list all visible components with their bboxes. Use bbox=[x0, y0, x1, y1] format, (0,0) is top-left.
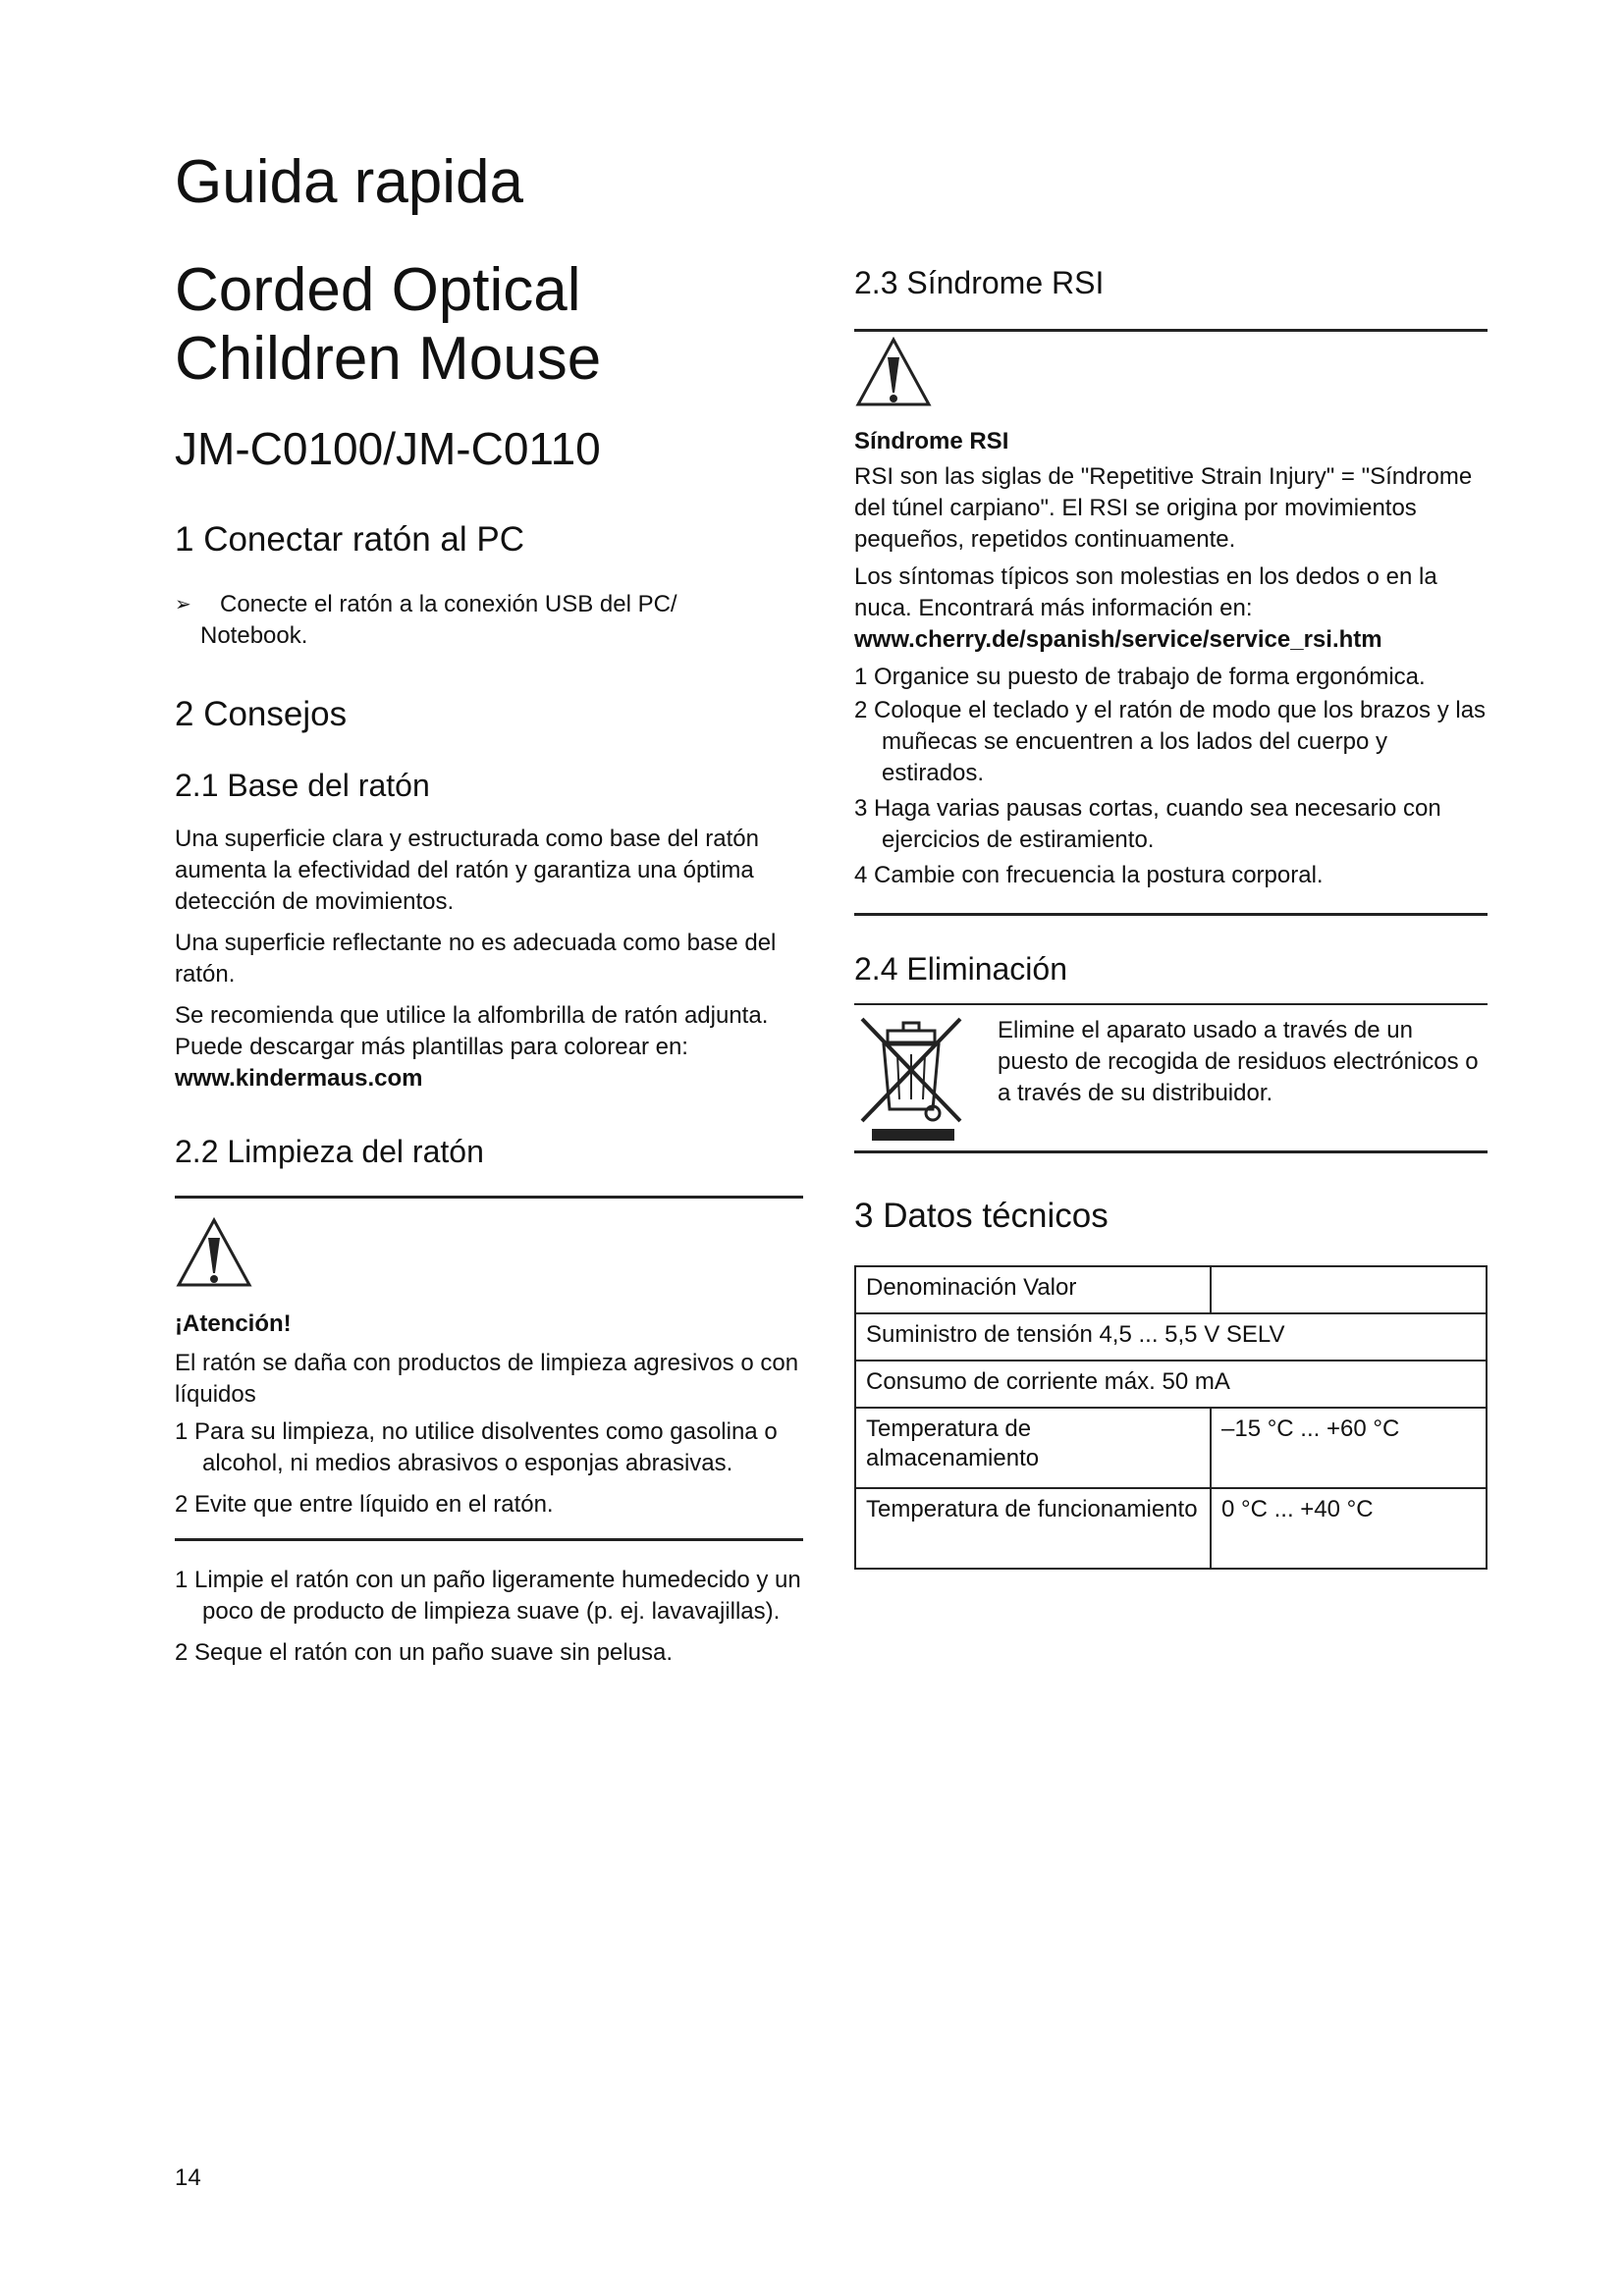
product-name-line2: Children Mouse bbox=[175, 324, 602, 393]
cleaning-warning-title: ¡Atención! bbox=[175, 1310, 292, 1338]
list-item: 2 Coloque el teclado y el ratón de modo que los brazos y las muñecas se encuentren a los lados del cuerpo y estirados. bbox=[854, 697, 1487, 786]
model-number: JM-C0100/JM-C0110 bbox=[175, 423, 601, 475]
table-cell: Denominación Valor bbox=[855, 1266, 1211, 1313]
table-cell: –15 °C ... +60 °C bbox=[1211, 1408, 1487, 1488]
table-cell: Temperatura de funcionamiento bbox=[855, 1488, 1211, 1569]
divider bbox=[854, 1003, 1488, 1005]
cherry-rsi-link[interactable]: www.cherry.de/spanish/service/service_rsi.htm bbox=[854, 626, 1382, 653]
arrow-bullet-icon: ➢ bbox=[175, 594, 191, 616]
list-item: 1 Para su limpieza, no utilice disolventes como gasolina o alcohol, ni medios abrasivos o esponjas abrasivas. bbox=[175, 1418, 778, 1477]
divider bbox=[854, 913, 1488, 916]
cleaning-warning-list bbox=[175, 1416, 803, 1521]
disposal-text: Elimine el aparato usado a través de un puesto de recogida de residuos electrónicos o a través de su distribuidor. bbox=[998, 1017, 1479, 1106]
table-row bbox=[855, 1313, 1487, 1361]
list-item: 2 Seque el ratón con un paño suave sin pelusa. bbox=[175, 1639, 674, 1667]
product-name-line1: Corded Optical bbox=[175, 256, 581, 325]
mouse-pad-paragraph-3-text: Se recomienda que utilice la alfombrilla de ratón adjunta. Puede descargar más plantillas para colorear en: bbox=[175, 1002, 769, 1061]
cleaning-steps-list bbox=[175, 1565, 803, 1669]
connect-instruction bbox=[175, 589, 803, 652]
section-1-heading: 1 Conectar ratón al PC bbox=[175, 520, 525, 560]
rsi-steps-list bbox=[854, 662, 1488, 891]
divider bbox=[854, 329, 1488, 332]
table-cell: Consumo de corriente máx. 50 mA bbox=[855, 1361, 1487, 1408]
section-3-heading: 3 Datos técnicos bbox=[854, 1197, 1109, 1235]
disposal-block bbox=[854, 1011, 1488, 1145]
section-2-1-heading: 2.1 Base del ratón bbox=[175, 768, 430, 804]
table-cell: Temperatura de almacenamiento bbox=[855, 1408, 1211, 1488]
table-row bbox=[855, 1361, 1487, 1408]
divider bbox=[854, 1150, 1488, 1153]
warning-triangle-icon bbox=[854, 336, 933, 408]
connect-line1: Conecte el ratón a la conexión USB del PC/ bbox=[220, 591, 677, 618]
divider bbox=[175, 1538, 803, 1541]
table-row bbox=[855, 1266, 1487, 1313]
section-2-3-heading: 2.3 Síndrome RSI bbox=[854, 265, 1105, 300]
kindermaus-link[interactable]: www.kindermaus.com bbox=[175, 1065, 423, 1093]
product-name bbox=[175, 256, 803, 393]
page-number: 14 bbox=[175, 2164, 201, 2191]
rsi-warning-title: Síndrome RSI bbox=[854, 428, 1009, 454]
list-item: 2 Evite que entre líquido en el ratón. bbox=[175, 1491, 554, 1519]
connect-line2: Notebook. bbox=[200, 622, 308, 650]
table-row bbox=[855, 1488, 1487, 1569]
table-cell bbox=[1211, 1266, 1487, 1313]
crossed-out-wheelie-bin-icon bbox=[854, 1011, 968, 1145]
list-item: 3 Haga varias pausas cortas, cuando sea necesario con ejercicios de estiramiento. bbox=[854, 795, 1441, 853]
list-item: 4 Cambie con frecuencia la postura corporal. bbox=[854, 862, 1324, 888]
right-column bbox=[854, 265, 1488, 1570]
section-2-4-heading: 2.4 Eliminación bbox=[854, 951, 1067, 987]
table-row bbox=[855, 1408, 1487, 1488]
technical-data-table bbox=[854, 1265, 1488, 1570]
section-2-2-heading: 2.2 Limpieza del ratón bbox=[175, 1134, 484, 1170]
left-column bbox=[175, 147, 803, 1669]
list-item: 1 Organice su puesto de trabajo de forma ergonómica. bbox=[854, 664, 1426, 690]
list-item: 1 Limpie el ratón con un paño ligeramente humedecido y un poco de producto de limpieza suave (p. ej. lavavajillas). bbox=[175, 1567, 801, 1626]
mouse-pad-paragraph-3 bbox=[175, 1000, 803, 1095]
mouse-pad-paragraph-1: Una superficie clara y estructurada como base del ratón aumenta la efectividad del ratón y garantiza una óptima detección de movimientos. bbox=[175, 826, 759, 916]
rsi-paragraph-2: Los síntomas típicos son molestias en los dedos o en la nuca. Encontrará más información en: bbox=[854, 563, 1437, 621]
cleaning-warning-text: El ratón se daña con productos de limpieza agresivos o con líquidos bbox=[175, 1350, 799, 1409]
table-cell: 0 °C ... +40 °C bbox=[1211, 1488, 1487, 1569]
rsi-paragraph-1: RSI son las siglas de "Repetitive Strain Injury" = "Síndrome del túnel carpiano". El RSI se origina por movimientos pequeños, repetidos continuamente. bbox=[854, 463, 1473, 553]
page-title: Guida rapida bbox=[175, 148, 524, 216]
warning-triangle-icon bbox=[175, 1216, 253, 1289]
mouse-pad-paragraph-2: Una superficie reflectante no es adecuada como base del ratón. bbox=[175, 930, 777, 988]
section-2-heading: 2 Consejos bbox=[175, 695, 348, 734]
table-cell: Suministro de tensión 4,5 ... 5,5 V SELV bbox=[855, 1313, 1487, 1361]
divider bbox=[175, 1196, 803, 1199]
